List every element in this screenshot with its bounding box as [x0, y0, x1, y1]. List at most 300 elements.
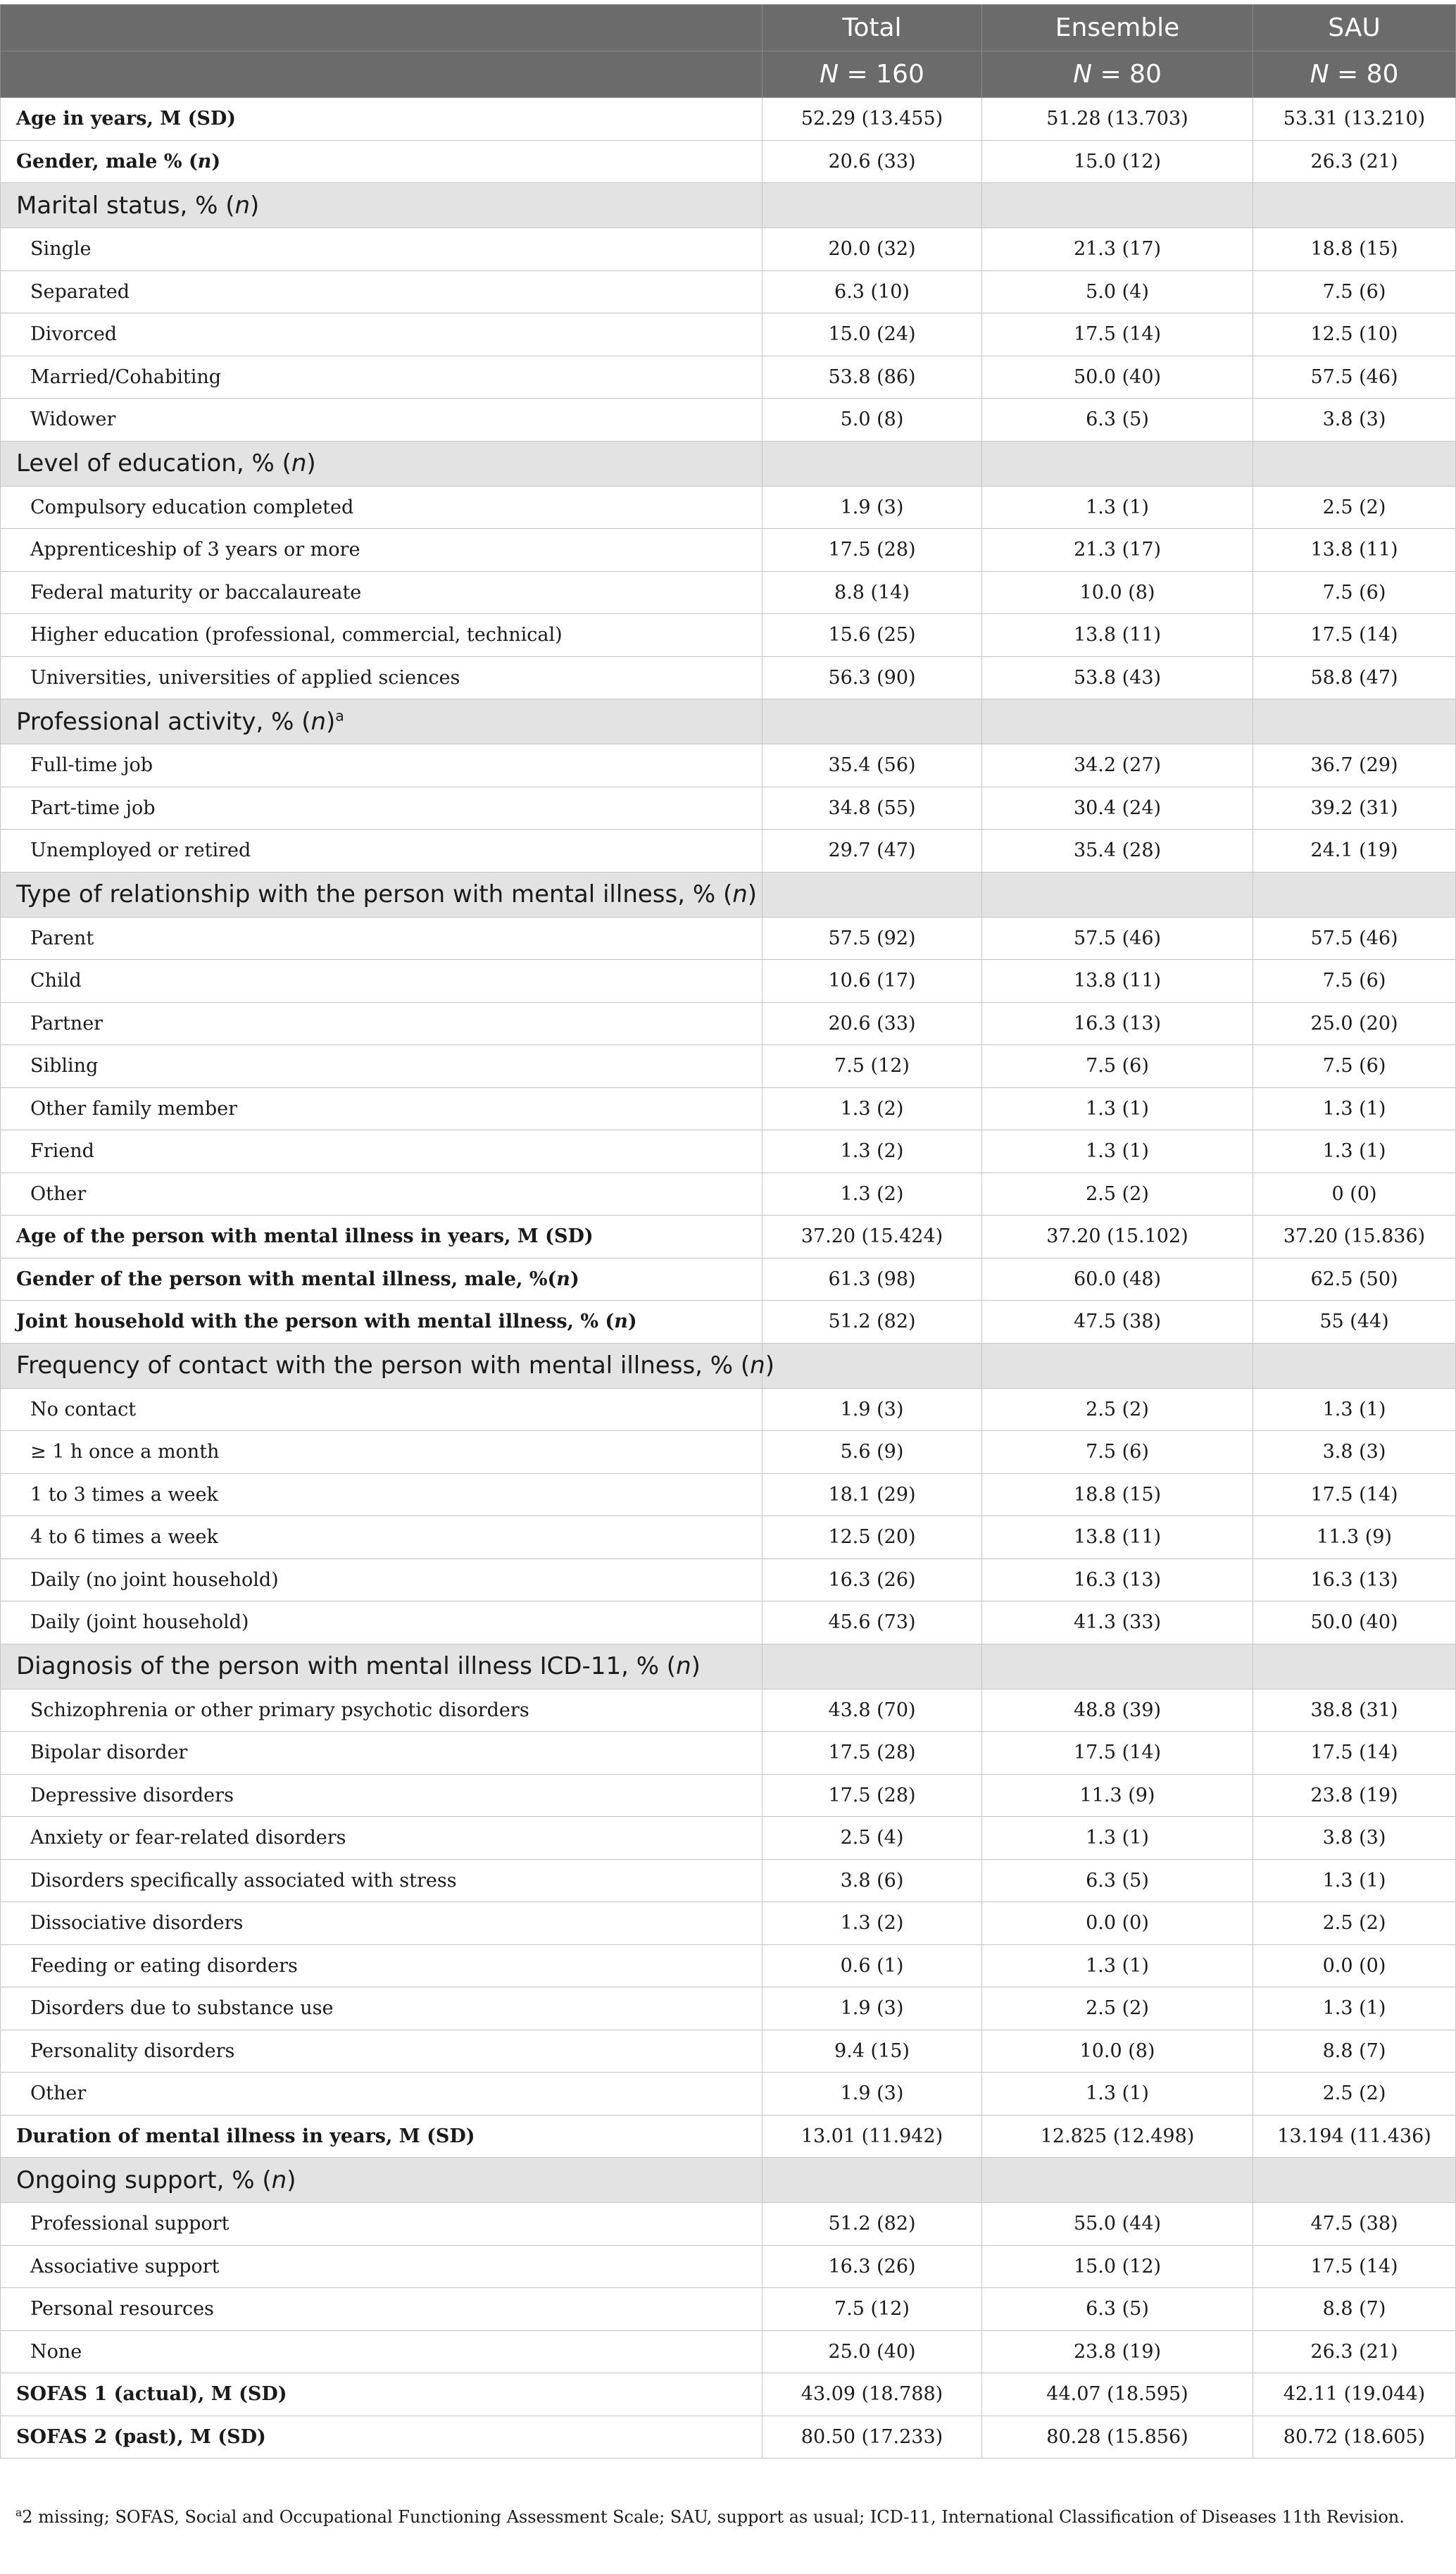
row-label — [1, 699, 762, 744]
table-row — [1, 140, 1456, 183]
row-label-text: Age in years, M (SD) — [16, 108, 237, 130]
row-label — [1, 441, 762, 486]
row-label-text: Schizophrenia or other primary psychotic disorders — [30, 1699, 529, 1721]
table-row — [1, 1045, 1456, 1088]
row-label — [1, 614, 762, 657]
row-label-n: n — [310, 707, 327, 736]
row-label — [1, 270, 762, 313]
value-ensemble: 44.07 (18.595) — [982, 2373, 1253, 2416]
table-row — [1, 2030, 1456, 2073]
row-label-text: Universities, universities of applied sciences — [30, 666, 460, 689]
value-total: 10.6 (17) — [762, 960, 982, 1003]
row-label — [1, 1732, 762, 1775]
row-label — [1, 2073, 762, 2116]
value-total: 6.3 (10) — [762, 270, 982, 313]
value-ensemble: 12.825 (12.498) — [982, 2115, 1253, 2158]
value-ensemble — [982, 183, 1253, 228]
table-row — [1, 2245, 1456, 2288]
row-label — [1, 872, 762, 917]
header-n-sau — [1253, 51, 1456, 98]
value-ensemble: 2.5 (2) — [982, 1987, 1253, 2030]
value-sau: 57.5 (46) — [1253, 356, 1456, 399]
header-row-groups — [1, 5, 1456, 51]
row-label — [1, 2245, 762, 2288]
value-sau: 17.5 (14) — [1253, 1732, 1456, 1775]
demographics-table — [0, 4, 1456, 2459]
value-sau: 18.8 (15) — [1253, 228, 1456, 271]
row-label-text: Feeding or eating disorders — [30, 1954, 298, 1977]
value-sau: 17.5 (14) — [1253, 614, 1456, 657]
value-ensemble: 17.5 (14) — [982, 1732, 1253, 1775]
row-label-n: n — [732, 880, 748, 908]
row-label-text: Diagnosis of the person with mental illness ICD-11, % ( — [16, 1652, 677, 1680]
row-label-n: n — [271, 2166, 287, 2194]
row-label-n: n — [750, 1351, 765, 1380]
value-total: 8.8 (14) — [762, 571, 982, 614]
row-label-text: Other — [30, 2082, 87, 2105]
header-empty-cell — [1, 5, 762, 51]
row-label-text: Widower — [30, 408, 116, 431]
row-label-text: Dissociative disorders — [30, 1912, 244, 1935]
value-sau — [1253, 699, 1456, 744]
value-ensemble — [982, 2158, 1253, 2203]
value-sau: 23.8 (19) — [1253, 1774, 1456, 1817]
row-label-text: ≥ 1 h once a month — [30, 1441, 220, 1463]
value-ensemble: 30.4 (24) — [982, 787, 1253, 830]
value-ensemble: 18.8 (15) — [982, 1473, 1253, 1516]
value-total: 17.5 (28) — [762, 529, 982, 572]
value-sau: 1.3 (1) — [1253, 1987, 1456, 2030]
row-label-text: 1 to 3 times a week — [30, 1483, 218, 1506]
table-row — [1, 1601, 1456, 1644]
table-row — [1, 1431, 1456, 1474]
row-label-end: ) — [326, 707, 336, 736]
value-ensemble: 47.5 (38) — [982, 1301, 1253, 1344]
row-label — [1, 98, 762, 141]
row-label-text: Personality disorders — [30, 2039, 235, 2062]
row-label — [1, 1473, 762, 1516]
row-label — [1, 1388, 762, 1431]
value-ensemble: 50.0 (40) — [982, 356, 1253, 399]
section-header-row — [1, 1644, 1456, 1689]
value-sau: 55 (44) — [1253, 1301, 1456, 1344]
row-label — [1, 1258, 762, 1301]
row-label — [1, 356, 762, 399]
table-row — [1, 1689, 1456, 1732]
value-ensemble: 41.3 (33) — [982, 1601, 1253, 1644]
n-symbol: N — [820, 60, 839, 89]
value-ensemble: 80.28 (15.856) — [982, 2416, 1253, 2459]
value-total — [762, 183, 982, 228]
value-sau: 53.31 (13.210) — [1253, 98, 1456, 141]
value-total: 80.50 (17.233) — [762, 2416, 982, 2459]
table-row — [1, 1944, 1456, 1987]
row-label-end: ) — [306, 449, 316, 477]
row-label — [1, 2416, 762, 2459]
value-ensemble: 1.3 (1) — [982, 486, 1253, 529]
row-label — [1, 1216, 762, 1258]
value-total: 12.5 (20) — [762, 1516, 982, 1559]
value-ensemble: 7.5 (6) — [982, 1431, 1253, 1474]
value-sau: 8.8 (7) — [1253, 2030, 1456, 2073]
value-total — [762, 1343, 982, 1388]
value-ensemble: 55.0 (44) — [982, 2203, 1253, 2246]
row-label-text: SOFAS 1 (actual), M (SD) — [16, 2383, 287, 2406]
value-ensemble — [982, 872, 1253, 917]
value-sau — [1253, 441, 1456, 486]
value-ensemble: 60.0 (48) — [982, 1258, 1253, 1301]
value-sau: 2.5 (2) — [1253, 1902, 1456, 1945]
row-label — [1, 1558, 762, 1601]
section-header-row — [1, 2158, 1456, 2203]
value-sau: 57.5 (46) — [1253, 917, 1456, 960]
value-total — [762, 2158, 982, 2203]
row-label-text: Higher education (professional, commercial, technical) — [30, 624, 563, 646]
row-label-n: n — [556, 1268, 570, 1290]
row-label — [1, 2158, 762, 2203]
header-row-n — [1, 51, 1456, 98]
value-total: 1.9 (3) — [762, 1987, 982, 2030]
value-sau: 39.2 (31) — [1253, 787, 1456, 830]
table-row — [1, 1388, 1456, 1431]
row-label-end: ) — [765, 1351, 774, 1380]
value-ensemble: 1.3 (1) — [982, 1944, 1253, 1987]
table-row — [1, 571, 1456, 614]
row-label-text: Gender of the person with mental illness, male, %( — [16, 1268, 557, 1290]
row-label — [1, 1902, 762, 1945]
row-label-text: Depressive disorders — [30, 1784, 234, 1806]
value-sau: 38.8 (31) — [1253, 1689, 1456, 1732]
value-total: 13.01 (11.942) — [762, 2115, 982, 2158]
row-label-text: Sibling — [30, 1055, 99, 1077]
value-total: 9.4 (15) — [762, 2030, 982, 2073]
value-sau: 0 (0) — [1253, 1173, 1456, 1216]
row-label-text: Gender, male % ( — [16, 150, 198, 173]
table-row — [1, 2288, 1456, 2331]
value-ensemble: 2.5 (2) — [982, 1173, 1253, 1216]
value-sau: 26.3 (21) — [1253, 2330, 1456, 2373]
table-row — [1, 399, 1456, 442]
row-label — [1, 399, 762, 442]
row-label-text: None — [30, 2340, 82, 2363]
value-sau: 1.3 (1) — [1253, 1388, 1456, 1431]
table-row — [1, 960, 1456, 1003]
header-ensemble: Ensemble — [982, 5, 1253, 51]
value-sau: 26.3 (21) — [1253, 140, 1456, 183]
row-label — [1, 183, 762, 228]
value-total: 7.5 (12) — [762, 2288, 982, 2331]
table-row — [1, 830, 1456, 873]
value-sau: 3.8 (3) — [1253, 1817, 1456, 1860]
row-label — [1, 1774, 762, 1817]
row-label-text: Disorders due to substance use — [30, 1997, 334, 2020]
value-total: 51.2 (82) — [762, 2203, 982, 2246]
value-ensemble: 1.3 (1) — [982, 2073, 1253, 2116]
value-ensemble: 16.3 (13) — [982, 1558, 1253, 1601]
value-ensemble: 57.5 (46) — [982, 917, 1253, 960]
value-ensemble: 15.0 (12) — [982, 140, 1253, 183]
value-ensemble: 51.28 (13.703) — [982, 98, 1253, 141]
row-label-n: n — [234, 191, 251, 220]
row-label-text: Friend — [30, 1140, 94, 1163]
row-label — [1, 2115, 762, 2158]
value-sau: 47.5 (38) — [1253, 2203, 1456, 2246]
table-row — [1, 228, 1456, 271]
value-sau: 37.20 (15.836) — [1253, 1216, 1456, 1258]
value-total: 1.3 (2) — [762, 1173, 982, 1216]
row-label — [1, 2030, 762, 2073]
value-total: 53.8 (86) — [762, 356, 982, 399]
row-label-text: Joint household with the person with mental illness, % ( — [16, 1311, 615, 1333]
value-total: 7.5 (12) — [762, 1045, 982, 1088]
row-label-text: Compulsory education completed — [30, 496, 354, 518]
row-label-text: Child — [30, 970, 82, 992]
row-label-text: Bipolar disorder — [30, 1742, 188, 1764]
value-total: 18.1 (29) — [762, 1473, 982, 1516]
table-row — [1, 1258, 1456, 1301]
row-label-text: Age of the person with mental illness in years, M (SD) — [16, 1225, 594, 1248]
row-label-n: n — [676, 1652, 691, 1680]
row-label-n: n — [614, 1311, 628, 1333]
value-sau: 62.5 (50) — [1253, 1258, 1456, 1301]
row-label — [1, 2203, 762, 2246]
row-label — [1, 960, 762, 1003]
row-label-text: Daily (no joint household) — [30, 1568, 279, 1591]
value-ensemble — [982, 699, 1253, 744]
footnote-text: 2 missing; SOFAS, Social and Occupational Functioning Assessment Scale; SAU, support as usual; ICD-11, International Classification of Diseases 11th Revision. — [22, 2507, 1405, 2527]
row-label-text: Other — [30, 1182, 87, 1205]
row-label-text: Unemployed or retired — [30, 839, 251, 862]
section-header-row — [1, 872, 1456, 917]
section-header-row — [1, 183, 1456, 228]
value-total: 34.8 (55) — [762, 787, 982, 830]
table-row — [1, 787, 1456, 830]
row-label-text: Professional support — [30, 2213, 230, 2235]
table-row — [1, 1087, 1456, 1130]
header-n-ensemble — [982, 51, 1253, 98]
table-row — [1, 614, 1456, 657]
value-sau: 12.5 (10) — [1253, 313, 1456, 356]
table-row — [1, 2203, 1456, 2246]
value-total: 16.3 (26) — [762, 2245, 982, 2288]
table-header — [1, 5, 1456, 98]
row-label-text: Full-time job — [30, 754, 153, 777]
value-ensemble: 17.5 (14) — [982, 313, 1253, 356]
value-total — [762, 872, 982, 917]
row-label-text: Single — [30, 238, 92, 261]
row-label-end: ) — [250, 191, 260, 220]
n-symbol: N — [1310, 60, 1329, 89]
section-header-row — [1, 1343, 1456, 1388]
row-label-text: Parent — [30, 927, 94, 949]
table-row — [1, 313, 1456, 356]
value-total: 15.6 (25) — [762, 614, 982, 657]
row-label — [1, 656, 762, 699]
value-ensemble: 10.0 (8) — [982, 571, 1253, 614]
table-body — [1, 98, 1456, 2459]
value-ensemble: 0.0 (0) — [982, 1902, 1253, 1945]
value-sau — [1253, 2158, 1456, 2203]
value-sau: 17.5 (14) — [1253, 2245, 1456, 2288]
row-label — [1, 744, 762, 787]
row-label-end: ) — [627, 1311, 637, 1333]
value-ensemble: 1.3 (1) — [982, 1087, 1253, 1130]
row-label — [1, 1601, 762, 1644]
table-row — [1, 1732, 1456, 1775]
value-sau: 7.5 (6) — [1253, 960, 1456, 1003]
value-ensemble: 1.3 (1) — [982, 1130, 1253, 1173]
section-header-row — [1, 441, 1456, 486]
row-label — [1, 1987, 762, 2030]
value-total: 20.0 (32) — [762, 228, 982, 271]
n-value: = 160 — [846, 60, 924, 89]
value-total: 15.0 (24) — [762, 313, 982, 356]
value-sau: 1.3 (1) — [1253, 1859, 1456, 1902]
value-sau: 42.11 (19.044) — [1253, 2373, 1456, 2416]
value-total: 1.3 (2) — [762, 1130, 982, 1173]
value-ensemble: 21.3 (17) — [982, 529, 1253, 572]
table-row — [1, 529, 1456, 572]
row-label — [1, 1944, 762, 1987]
row-label-text: Duration of mental illness in years, M (SD) — [16, 2125, 475, 2147]
row-label — [1, 1002, 762, 1045]
row-label-end: ) — [211, 150, 221, 173]
row-label-text: Personal resources — [30, 2298, 214, 2320]
value-total: 20.6 (33) — [762, 140, 982, 183]
value-sau — [1253, 183, 1456, 228]
value-total — [762, 699, 982, 744]
value-total: 1.9 (3) — [762, 486, 982, 529]
table-row — [1, 1473, 1456, 1516]
value-total: 16.3 (26) — [762, 1558, 982, 1601]
row-label — [1, 1859, 762, 1902]
table-footnote — [15, 2507, 1405, 2527]
row-label — [1, 1087, 762, 1130]
row-label-text: Marital status, % ( — [16, 191, 235, 220]
value-sau: 25.0 (20) — [1253, 1002, 1456, 1045]
table-row — [1, 1987, 1456, 2030]
row-label — [1, 1045, 762, 1088]
row-label — [1, 1130, 762, 1173]
value-total: 17.5 (28) — [762, 1732, 982, 1775]
value-ensemble — [982, 1644, 1253, 1689]
row-label-text: Daily (joint household) — [30, 1611, 249, 1634]
value-ensemble: 6.3 (5) — [982, 1859, 1253, 1902]
value-sau: 1.3 (1) — [1253, 1087, 1456, 1130]
value-total: 20.6 (33) — [762, 1002, 982, 1045]
row-label-text: Apprenticeship of 3 years or more — [30, 539, 360, 561]
value-ensemble: 48.8 (39) — [982, 1689, 1253, 1732]
value-ensemble: 7.5 (6) — [982, 1045, 1253, 1088]
table-row — [1, 2416, 1456, 2459]
row-label — [1, 787, 762, 830]
value-sau: 13.8 (11) — [1253, 529, 1456, 572]
value-sau: 36.7 (29) — [1253, 744, 1456, 787]
value-ensemble: 13.8 (11) — [982, 960, 1253, 1003]
n-value: = 80 — [1100, 60, 1162, 89]
value-sau: 80.72 (18.605) — [1253, 2416, 1456, 2459]
table-row — [1, 1859, 1456, 1902]
table-row — [1, 2373, 1456, 2416]
table-row — [1, 1774, 1456, 1817]
row-label-text: Type of relationship with the person with mental illness, % ( — [16, 880, 733, 908]
value-total: 37.20 (15.424) — [762, 1216, 982, 1258]
value-ensemble: 21.3 (17) — [982, 228, 1253, 271]
value-total: 17.5 (28) — [762, 1774, 982, 1817]
row-label-text: Ongoing support, % ( — [16, 2166, 272, 2194]
value-total: 61.3 (98) — [762, 1258, 982, 1301]
value-total: 45.6 (73) — [762, 1601, 982, 1644]
table-row — [1, 1902, 1456, 1945]
row-label — [1, 1516, 762, 1559]
value-sau: 58.8 (47) — [1253, 656, 1456, 699]
row-label-n: n — [291, 449, 307, 477]
value-ensemble: 13.8 (11) — [982, 1516, 1253, 1559]
value-sau: 8.8 (7) — [1253, 2288, 1456, 2331]
value-total: 0.6 (1) — [762, 1944, 982, 1987]
table-row — [1, 1301, 1456, 1344]
table-row — [1, 356, 1456, 399]
header-total: Total — [762, 5, 982, 51]
row-label — [1, 571, 762, 614]
value-sau: 1.3 (1) — [1253, 1130, 1456, 1173]
table-row — [1, 917, 1456, 960]
row-label-end: ) — [691, 1652, 701, 1680]
value-sau: 0.0 (0) — [1253, 1944, 1456, 1987]
footnote-marker: a — [335, 707, 344, 725]
table-row — [1, 2115, 1456, 2158]
row-label-text: Divorced — [30, 323, 118, 346]
value-total: 1.9 (3) — [762, 2073, 982, 2116]
value-ensemble: 6.3 (5) — [982, 2288, 1253, 2331]
table-row — [1, 1130, 1456, 1173]
value-total: 1.3 (2) — [762, 1902, 982, 1945]
row-label — [1, 1431, 762, 1474]
value-sau: 7.5 (6) — [1253, 1045, 1456, 1088]
table-row — [1, 2073, 1456, 2116]
value-total — [762, 1644, 982, 1689]
table-row — [1, 1516, 1456, 1559]
value-ensemble — [982, 1343, 1253, 1388]
row-label-text: Frequency of contact with the person with mental illness, % ( — [16, 1351, 751, 1380]
value-total: 25.0 (40) — [762, 2330, 982, 2373]
value-ensemble: 2.5 (2) — [982, 1388, 1253, 1431]
value-total — [762, 441, 982, 486]
value-sau: 16.3 (13) — [1253, 1558, 1456, 1601]
value-total: 5.0 (8) — [762, 399, 982, 442]
value-sau: 24.1 (19) — [1253, 830, 1456, 873]
row-label-text: Anxiety or fear-related disorders — [30, 1827, 346, 1849]
value-sau: 13.194 (11.436) — [1253, 2115, 1456, 2158]
row-label-text: Level of education, % ( — [16, 449, 291, 477]
table-row — [1, 486, 1456, 529]
row-label — [1, 2373, 762, 2416]
value-total: 51.2 (82) — [762, 1301, 982, 1344]
row-label-text: Married/Cohabiting — [30, 366, 222, 388]
table-row — [1, 98, 1456, 141]
row-label-text: SOFAS 2 (past), M (SD) — [16, 2425, 266, 2448]
value-ensemble: 1.3 (1) — [982, 1817, 1253, 1860]
row-label-text: Disorders specifically associated with stress — [30, 1869, 457, 1892]
row-label — [1, 313, 762, 356]
row-label-text: Associative support — [30, 2255, 220, 2278]
value-sau — [1253, 872, 1456, 917]
value-sau: 7.5 (6) — [1253, 270, 1456, 313]
table-row — [1, 1173, 1456, 1216]
n-symbol: N — [1073, 60, 1093, 89]
value-ensemble: 15.0 (12) — [982, 2245, 1253, 2288]
value-sau: 50.0 (40) — [1253, 1601, 1456, 1644]
